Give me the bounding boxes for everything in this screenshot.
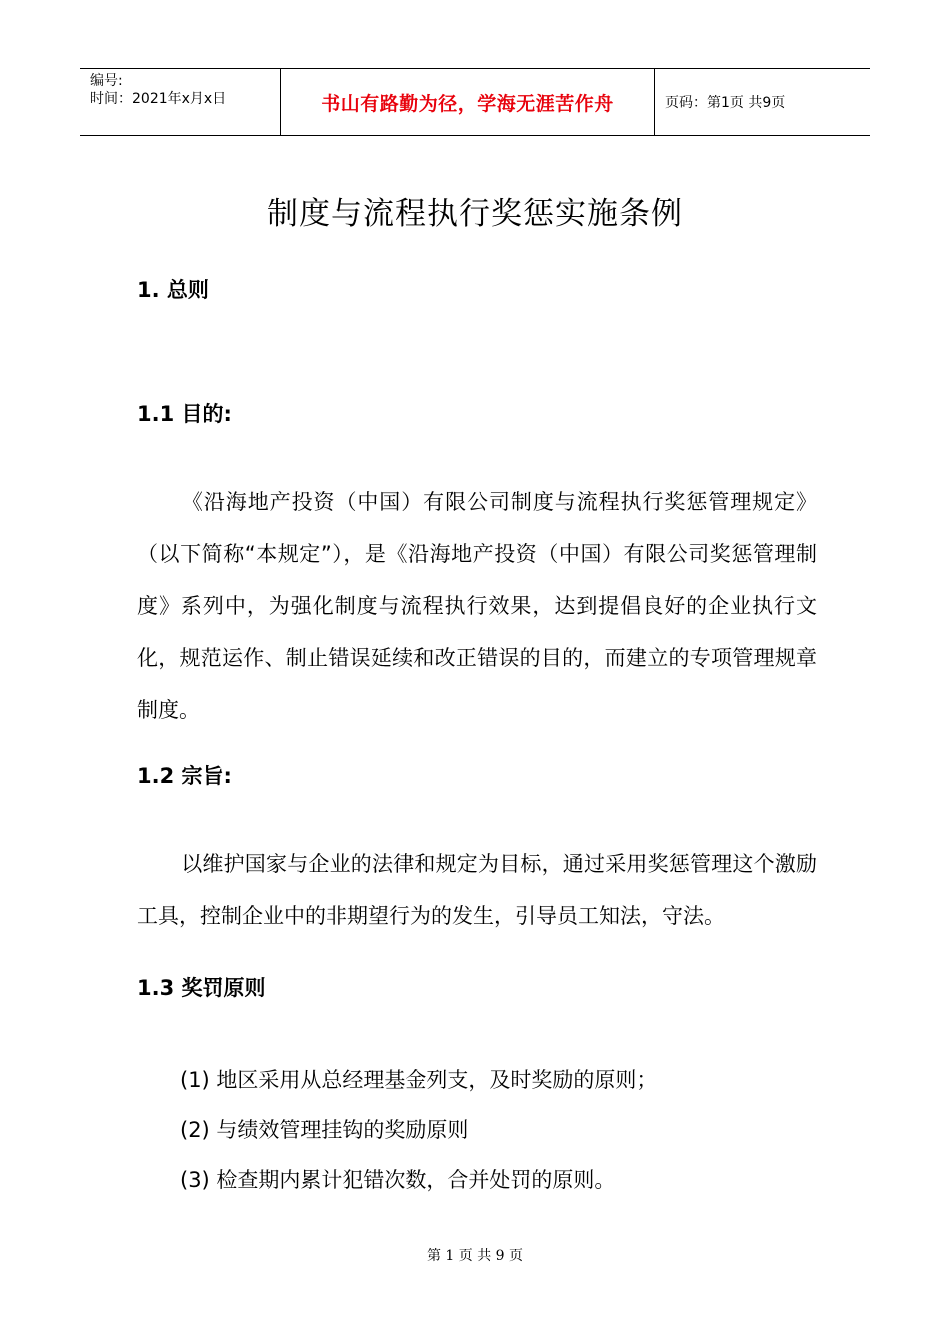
header-meta [80,69,281,135]
section-1-heading: 1. 总则 [137,278,209,302]
section-1-2-paragraph [137,838,817,942]
document-header [80,68,870,136]
document-time-label: 时间：2021年x月x日 [90,91,227,107]
principle-item-1: (1) 地区采用从总经理基金列支，及时奖励的原则； [180,1068,658,1092]
section-1-1-heading: 1.1 目的: [137,402,232,426]
header-motto: 书山有路勤为径，学海无涯苦作舟 [281,69,655,135]
page-footer: 第 1 页 共 9 页 [426,1248,524,1264]
document-number-label: 编号: [90,73,123,89]
section-1-1-text: 《沿海地产投资（中国）有限公司制度与流程执行奖惩管理规定》（以下简称“本规定”），是《沿海地产投资（中国）有限公司奖惩管理制度》系列中，为强化制度与流程执行效果，达到提倡良好的企业执行文化，规范运作、制止错误延续和改正错误的目的，而建立的专项管理规章制度。 [137,490,817,722]
header-page-info: 页码：第1页 共9页 [665,95,786,111]
principle-item-2: (2) 与绩效管理挂钩的奖励原则 [180,1118,469,1142]
section-1-3-heading: 1.3 奖罚原则 [137,976,266,1000]
section-1-1-paragraph [137,476,817,736]
principle-item-3: (3) 检查期内累计犯错次数，合并处罚的原则。 [180,1168,616,1192]
document-title: 制度与流程执行奖惩实施条例 [267,196,683,232]
section-1-2-heading: 1.2 宗旨: [137,764,232,788]
section-1-2-text: 以维护国家与企业的法律和规定为目标，通过采用奖惩管理这个激励工具，控制企业中的非期望行为的发生，引导员工知法，守法。 [137,852,817,928]
